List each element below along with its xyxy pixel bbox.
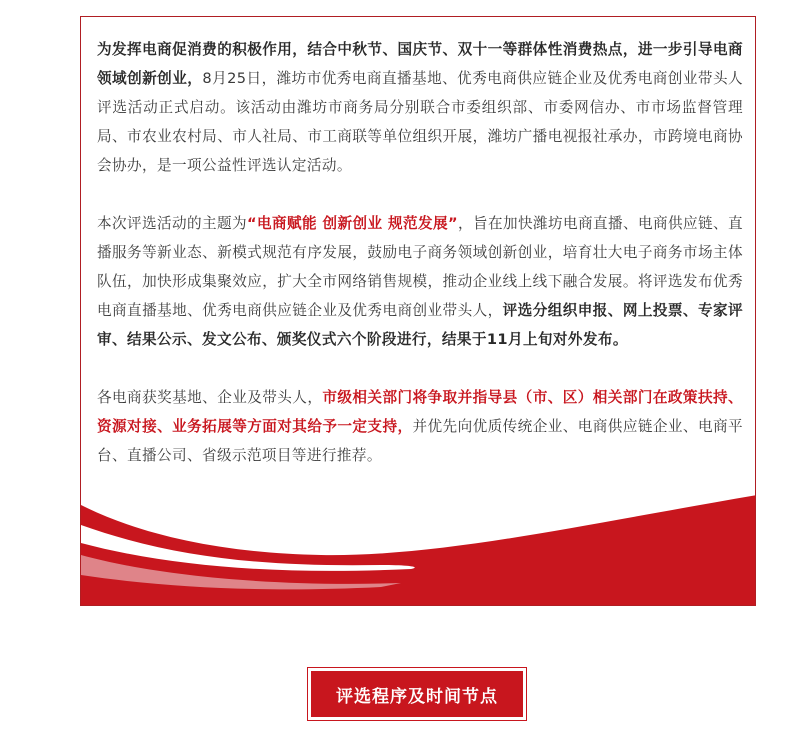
theme-text: ，旨在加快潍坊电商直播、电商供应链、直播服务等新业态、新模式规范有序发展，鼓励电子商务领域创新创业，培育壮大电子商务市场主体队伍，加快形成集聚效应，扩大全市网络销售规模，推动企业线上线下融合发展。将评选发布优秀电商直播基地、优秀电商供应链企业及优秀电商创业带头人， bbox=[97, 215, 743, 319]
support-text: 并优先向优质传统企业、电商供应链企业、电商平台、直播公司、省级示范项目等进行推荐。 bbox=[97, 418, 743, 464]
section-header-label: 评选程序及时间节点 bbox=[311, 671, 523, 717]
section-header-button[interactable] bbox=[307, 667, 527, 721]
support-prefix: 各电商获奖基地、企业及带头人， bbox=[97, 389, 323, 406]
stages-bold-text: 评选分组织申报、网上投票、专家评审、结果公示、发文公布、颁奖仪式六个阶段进行，结果于11月上旬对外发布。 bbox=[97, 302, 743, 348]
theme-highlight: “电商赋能 创新创业 规范发展” bbox=[247, 215, 458, 232]
paragraph-theme bbox=[97, 209, 743, 354]
theme-prefix: 本次评选活动的主题为 bbox=[97, 215, 248, 232]
paragraph-intro bbox=[97, 35, 743, 180]
article-card bbox=[80, 16, 756, 606]
red-wave-decoration bbox=[81, 495, 756, 605]
paragraph-support bbox=[97, 383, 743, 470]
support-highlight: 市级相关部门将争取并指导县（市、区）相关部门在政策扶持、资源对接、业务拓展等方面对其给予一定支持， bbox=[97, 389, 743, 435]
intro-bold-text: 为发挥电商促消费的积极作用，结合中秋节、国庆节、双十一等群体性消费热点，进一步引导电商领域创新创业， bbox=[97, 41, 743, 87]
article-body bbox=[97, 35, 743, 470]
intro-text: 8月25日，潍坊市优秀电商直播基地、优秀电商供应链企业及优秀电商创业带头人评选活动正式启动。该活动由潍坊市商务局分别联合市委组织部、市委网信办、市市场监督管理局、市农业农村局、市人社局、市工商联等单位组织开展，潍坊广播电视报社承办，市跨境电商协会协办，是一项公益性评选认定活动。 bbox=[97, 70, 743, 174]
